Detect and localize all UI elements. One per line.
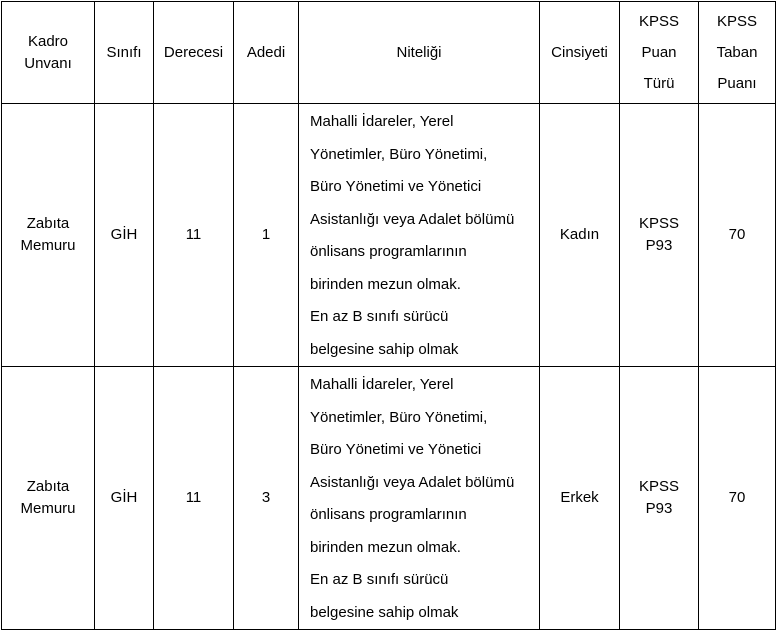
niteligi-line: birinden mezun olmak. <box>310 538 461 556</box>
cell-kpss-puan-turu-line2: P93 <box>645 500 673 517</box>
cell-cinsiyeti: Erkek <box>540 367 620 630</box>
kadro-table <box>1 1 776 630</box>
header-kadro-unvani <box>2 2 95 104</box>
cell-kadro-unvani <box>2 367 95 630</box>
header-adedi: Adedi <box>234 2 299 104</box>
header-derecesi: Derecesi <box>154 2 234 104</box>
header-kpss-puan-turu-line1: KPSS <box>638 13 680 30</box>
cell-sinifi: GİH <box>95 104 154 367</box>
niteligi-line: Mahalli İdareler, Yerel <box>310 113 454 130</box>
cell-sinifi: GİH <box>95 367 154 630</box>
header-sinifi: Sınıfı <box>95 2 154 104</box>
header-kadro-unvani-line2: Unvanı <box>24 54 72 72</box>
niteligi-line: önlisans programlarının <box>310 243 467 260</box>
cell-kpss-puan-turu-line1: KPSS <box>638 478 680 495</box>
cell-derecesi: 11 <box>154 367 234 630</box>
cell-derecesi: 11 <box>154 104 234 367</box>
table-row <box>2 104 776 367</box>
header-kpss-puan-turu-line3: Türü <box>643 75 675 92</box>
niteligi-line: En az B sınıfı sürücü <box>310 571 449 588</box>
header-row <box>2 2 776 104</box>
niteligi-line: belgesine sahip olmak <box>310 340 459 358</box>
cell-kpss-puan-turu <box>620 104 699 367</box>
niteligi-line: Mahalli İdareler, Yerel <box>310 376 454 393</box>
cell-niteligi <box>299 104 540 367</box>
niteligi-line: Yönetimler, Büro Yönetimi, <box>310 145 488 163</box>
header-kpss-taban-puani-line1: KPSS <box>716 13 758 30</box>
cell-kpss-taban-puani: 70 <box>699 104 776 367</box>
cell-kadro-unvani <box>2 104 95 367</box>
niteligi-line: belgesine sahip olmak <box>310 603 459 621</box>
header-kpss-taban-puani-line2: Taban <box>716 44 758 61</box>
niteligi-line: En az B sınıfı sürücü <box>310 308 449 325</box>
niteligi-line: Büro Yönetimi ve Yönetici <box>310 178 482 195</box>
cell-adedi: 1 <box>234 104 299 367</box>
header-kpss-taban-puani <box>699 2 776 104</box>
cell-kpss-puan-turu <box>620 367 699 630</box>
header-kpss-taban-puani-line3: Puanı <box>717 75 757 92</box>
niteligi-line: birinden mezun olmak. <box>310 275 461 293</box>
cell-kpss-puan-turu-line1: KPSS <box>638 215 680 232</box>
header-kpss-puan-turu <box>620 2 699 104</box>
niteligi-line: Asistanlığı veya Adalet bölümü <box>310 473 515 491</box>
niteligi-line: önlisans programlarının <box>310 506 467 523</box>
header-niteligi: Niteliği <box>299 2 540 104</box>
cell-kadro-unvani-line2: Memuru <box>20 237 76 254</box>
niteligi-line: Büro Yönetimi ve Yönetici <box>310 441 482 458</box>
header-kadro-unvani-line1: Kadro <box>27 32 69 50</box>
cell-kadro-unvani-line2: Memuru <box>20 500 76 517</box>
cell-cinsiyeti: Kadın <box>540 104 620 367</box>
cell-kpss-puan-turu-line2: P93 <box>645 237 673 254</box>
niteligi-line: Yönetimler, Büro Yönetimi, <box>310 408 488 426</box>
cell-adedi: 3 <box>234 367 299 630</box>
header-kpss-puan-turu-line2: Puan <box>641 44 677 61</box>
table-row <box>2 367 776 630</box>
cell-kadro-unvani-line1: Zabıta <box>26 478 70 495</box>
cell-niteligi <box>299 367 540 630</box>
header-cinsiyeti: Cinsiyeti <box>540 2 620 104</box>
cell-kadro-unvani-line1: Zabıta <box>26 215 70 232</box>
niteligi-line: Asistanlığı veya Adalet bölümü <box>310 210 515 228</box>
cell-kpss-taban-puani: 70 <box>699 367 776 630</box>
